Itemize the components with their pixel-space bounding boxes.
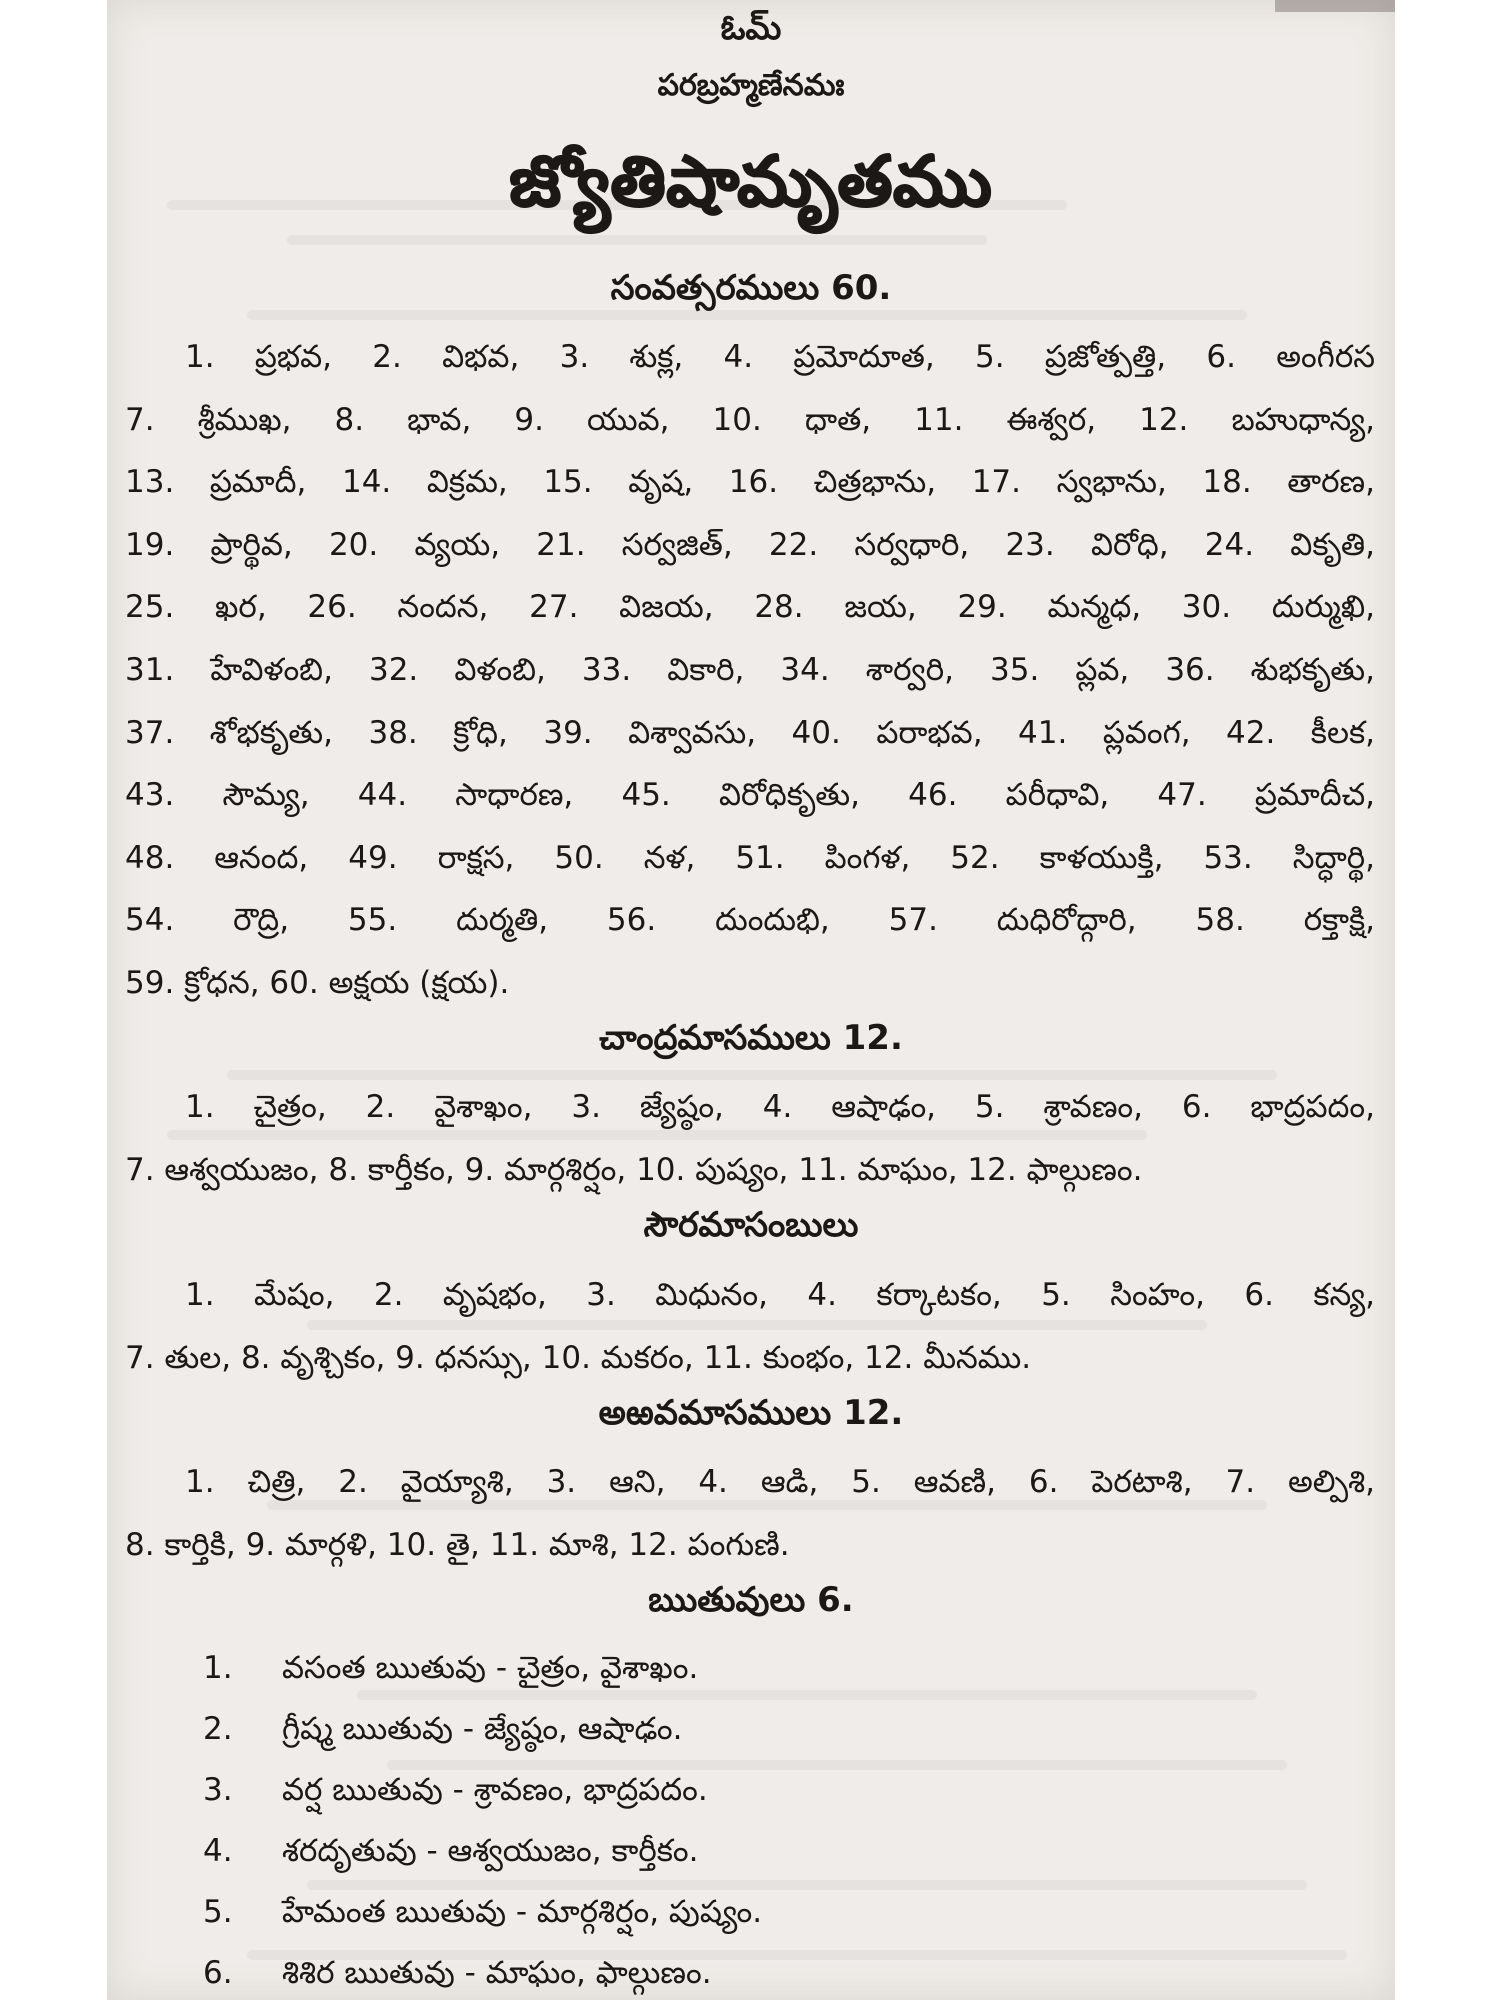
- years-line: 37. శోభకృతు, 38. క్రోధి, 39. విశ్వావసు, 40. పరాభవ, 41. ప్లవంగ, 42. కీలక,: [125, 714, 1375, 751]
- years-line: 25. ఖర, 26. నందన, 27. విజయ, 28. జయ, 29. మన్మధ, 30. దుర్ముఖి,: [125, 589, 1375, 626]
- book-page: [107, 0, 1395, 2000]
- tamil-months-line: 8. కార్తికి, 9. మార్గళి, 10. తై, 11. మాశి, 12. పంగుణి.: [125, 1526, 790, 1563]
- years-line: 59. క్రోధన, 60. అక్షయ (క్షయ).: [125, 964, 510, 1001]
- season-number: 4.: [203, 1833, 233, 1869]
- years-line: 7. శ్రీముఖ, 8. భావ, 9. యువ, 10. ధాత, 11. ఈశ్వర, 12. బహుధాన్య,: [125, 401, 1375, 438]
- years-line: 1. ప్రభవ, 2. విభవ, 3. శుక్ల, 4. ప్రమోదూత, 5. ప్రజోత్పత్తి, 6. అంగీరస: [185, 339, 1375, 375]
- section-title-solar-months: సౌరమాసంబులు: [643, 1205, 859, 1245]
- solar-months-paragraph: [125, 1264, 1375, 1389]
- season-number: 3.: [203, 1772, 233, 1808]
- years-line: 54. రౌద్రి, 55. దుర్మతి, 56. దుందుభి, 57. దుధిరోద్గారి, 58. రక్తాక్షి,: [125, 902, 1375, 939]
- lunar-months-line: 7. ఆశ్వయుజం, 8. కార్తీకం, 9. మార్గశిర్షం, 10. పుష్యం, 11. మాఘం, 12. ఫాల్గుణం.: [125, 1151, 1143, 1188]
- section-title-tamil-months: అఱవమాసములు 12.: [598, 1393, 904, 1433]
- years-line: 19. ప్రార్థివ, 20. వ్యయ, 21. సర్వజిత్, 22. సర్వధారి, 23. విరోధి, 24. వికృతి,: [125, 526, 1375, 563]
- list-item: [107, 1638, 1395, 1699]
- list-item: [107, 1760, 1395, 1821]
- season-number: 1.: [203, 1650, 233, 1686]
- season-number: 6.: [203, 1955, 233, 1991]
- years-paragraph: [125, 326, 1375, 1015]
- tamil-months-paragraph: [125, 1451, 1375, 1576]
- years-line: 31. హేవిళంబి, 32. విళంబి, 33. వికారి, 34. శార్వరి, 35. ప్లవ, 36. శుభకృతు,: [125, 651, 1375, 688]
- lunar-months-line: 1. చైత్రం, 2. వైశాఖం, 3. జ్యేష్ఠం, 4. ఆషాఢం, 5. శ్రావణం, 6. భాద్రపదం,: [185, 1089, 1375, 1125]
- season-number: 5.: [203, 1894, 233, 1930]
- season-text: శరదృతువు - ఆశ్వయుజం, కార్తీకం.: [282, 1833, 699, 1869]
- seasons-list: [107, 1638, 1395, 2000]
- om-heading: ఓమ్: [720, 8, 782, 48]
- invocation-heading: పరబ్రహ్మణేనమః: [657, 68, 845, 103]
- season-text: వర్ష ఋతువు - శ్రావణం, భాద్రపదం.: [282, 1772, 708, 1808]
- solar-months-line: 7. తుల, 8. వృశ్చికం, 9. ధనస్సు, 10. మకరం, 11. కుంభం, 12. మీనము.: [125, 1339, 1032, 1376]
- years-line: 13. ప్రమాదీ, 14. విక్రమ, 15. వృష, 16. చిత్రభాను, 17. స్వభాను, 18. తారణ,: [125, 464, 1375, 501]
- season-text: శిశిర ఋతువు - మాఘం, ఫాల్గుణం.: [282, 1955, 712, 1991]
- section-title-years: సంవత్సరములు 60.: [610, 268, 892, 308]
- section-title-seasons: ఋతువులు 6.: [648, 1580, 854, 1620]
- page-title: జ్యోతిషామృతము: [509, 140, 993, 222]
- list-item: [107, 1882, 1395, 1943]
- years-line: 43. సౌమ్య, 44. సాధారణ, 45. విరోధికృతు, 46. పరీధావి, 47. ప్రమాదీచ,: [125, 777, 1375, 814]
- season-number: 2.: [203, 1711, 233, 1747]
- season-text: వసంత ఋతువు - చైత్రం, వైశాఖం.: [282, 1650, 699, 1686]
- solar-months-line: 1. మేషం, 2. వృషభం, 3. మిధునం, 4. కర్కాటకం, 5. సింహం, 6. కన్య,: [185, 1277, 1375, 1313]
- list-item: [107, 1821, 1395, 1882]
- tamil-months-line: 1. చిత్రి, 2. వైయ్యాశి, 3. ఆని, 4. ఆడి, 5. ఆవణి, 6. పెరటాశి, 7. అల్పిశి,: [185, 1464, 1375, 1500]
- section-title-lunar-months: చాంద్రమాసములు 12.: [599, 1018, 903, 1058]
- lunar-months-paragraph: [125, 1076, 1375, 1201]
- list-item: [107, 1943, 1395, 2000]
- season-text: గ్రీష్మ ఋతువు - జ్యేష్ఠం, ఆషాఢం.: [282, 1711, 683, 1747]
- years-line: 48. ఆనంద, 49. రాక్షస, 50. నళ, 51. పింగళ, 52. కాళయుక్తి, 53. సిద్ధార్థి,: [125, 839, 1375, 876]
- list-item: [107, 1699, 1395, 1760]
- season-text: హేమంత ఋతువు - మార్గశిర్షం, పుష్యం.: [282, 1894, 763, 1930]
